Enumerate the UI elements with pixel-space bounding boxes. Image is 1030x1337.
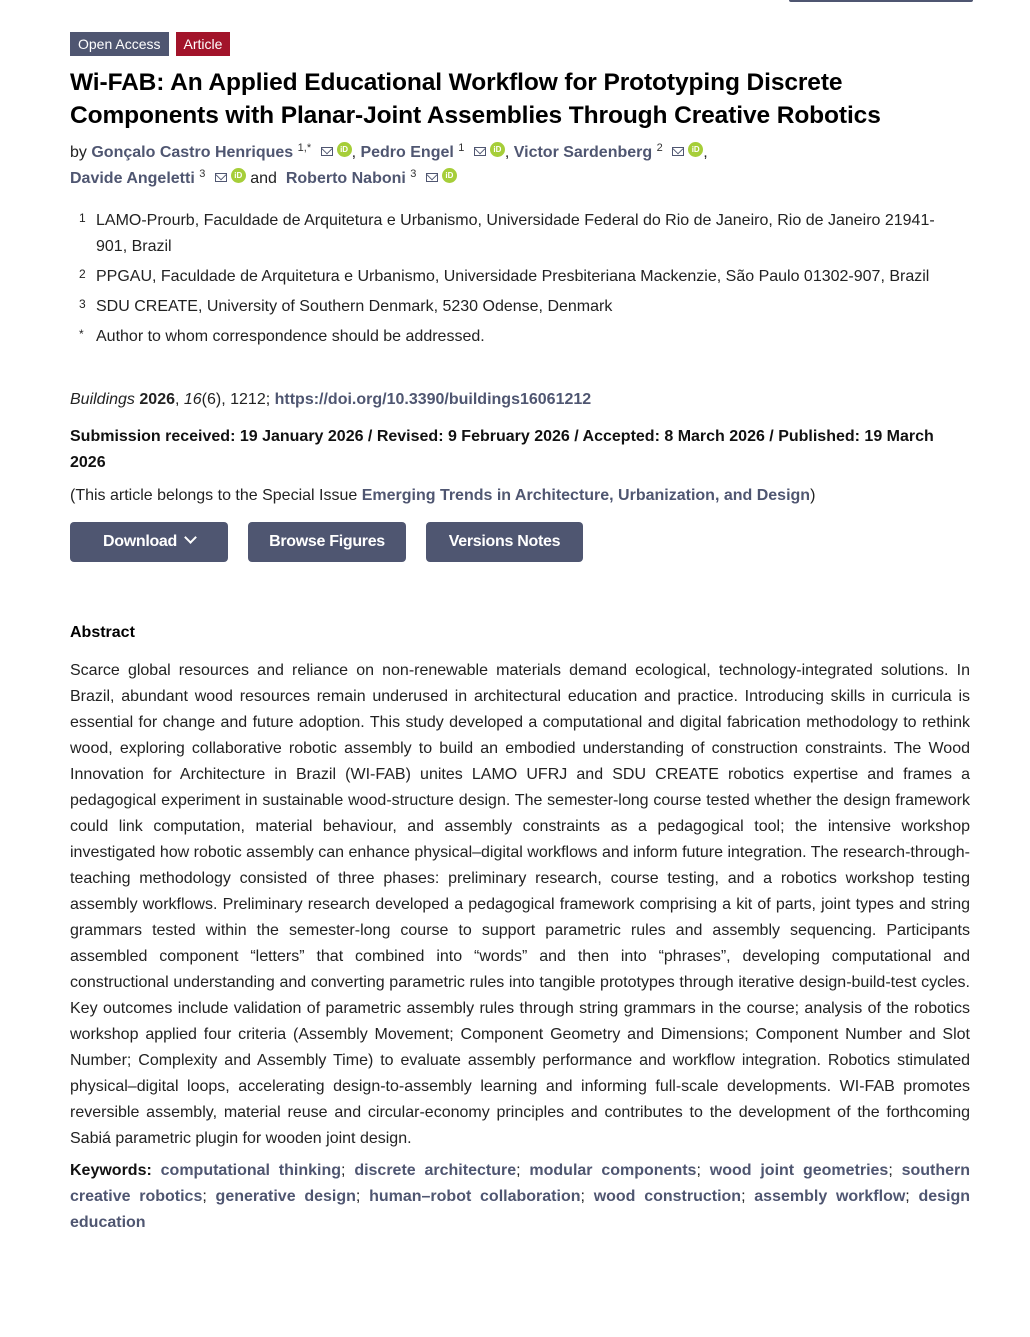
affiliation-text: LAMO-Prourb, Faculdade de Arquitetura e Urbanismo, Universidade Federal do Rio de Janeiro, Rio de Janeiro 21941-901, Brazil: [96, 212, 935, 255]
author-affiliation-sup: 1: [458, 142, 465, 154]
author-link[interactable]: Davide Angeletti: [70, 170, 195, 187]
article-title: Wi-FAB: An Applied Educational Workflow for Prototyping Discrete Components with Planar-Joint Assemblies Through Creative Robotics: [70, 69, 881, 129]
affiliation-number: 2: [79, 267, 86, 281]
keywords: Keywords: computational thinking; discrete architecture; modular components; wood joint geometries; southern creative robotics; generative design; human–robot collaboration; wood construction; assembly workflow; design education: [70, 1162, 971, 1231]
versions-notes-button[interactable]: Versions Notes: [426, 522, 583, 562]
author-link[interactable]: Pedro Engel: [360, 144, 454, 161]
keyword-link[interactable]: generative design: [215, 1188, 356, 1205]
article-header: [70, 32, 970, 1236]
citation-issue-pages: (6), 1212;: [201, 391, 275, 408]
affiliation-item: [70, 294, 970, 320]
journal-name: Buildings: [70, 391, 135, 408]
author-item: [286, 170, 457, 187]
keyword-link[interactable]: design education: [70, 1188, 971, 1231]
keyword-link[interactable]: southern creative robotics: [70, 1162, 971, 1205]
author-link[interactable]: Gonçalo Castro Henriques: [91, 144, 294, 161]
by-label: by: [70, 144, 87, 161]
orcid-icon[interactable]: iD: [442, 168, 457, 183]
special-issue-note: [70, 484, 970, 508]
affiliation-text: Author to whom correspondence should be addressed.: [96, 328, 485, 345]
author-separator: ,: [504, 144, 514, 161]
action-buttons: [70, 522, 970, 562]
author-separator: ,: [351, 144, 361, 161]
keyword-link[interactable]: computational thinking: [160, 1162, 342, 1179]
affiliation-item: [70, 324, 970, 350]
email-icon[interactable]: [321, 147, 333, 156]
affiliation-item: [70, 208, 970, 260]
open-access-badge[interactable]: Open Access: [70, 32, 169, 56]
author-separator: ,: [703, 144, 708, 161]
special-issue-prefix: (This article belongs to the Special Issue: [70, 487, 362, 504]
author-item: [91, 144, 360, 161]
email-icon[interactable]: [215, 173, 227, 182]
doi-link[interactable]: https://doi.org/10.3390/buildings16061212: [274, 391, 592, 408]
keyword-link[interactable]: wood joint geometries: [709, 1162, 889, 1179]
email-icon[interactable]: [426, 173, 438, 182]
special-issue-link[interactable]: Emerging Trends in Architecture, Urbanization, and Design: [361, 487, 811, 504]
author-affiliation-sup: 3: [199, 168, 206, 180]
author-link[interactable]: Victor Sardenberg: [513, 144, 653, 161]
email-icon[interactable]: [672, 147, 684, 156]
keyword-link[interactable]: assembly workflow: [754, 1188, 906, 1205]
affiliation-item: [70, 264, 970, 290]
article-type-badge: Article: [176, 32, 231, 56]
orcid-icon[interactable]: iD: [688, 142, 703, 157]
author-item: [514, 144, 708, 161]
author-list: [70, 140, 970, 192]
author-item: [70, 170, 286, 187]
affiliation-text: SDU CREATE, University of Southern Denmark, 5230 Odense, Denmark: [96, 298, 613, 315]
author-item: [360, 144, 513, 161]
abstract-text: Scarce global resources and reliance on non-renewable materials demand ecological, technology-integrated solutions. In Brazil, abundant wood resources remain underused in architectural education and practice. Introducing skills in curricula is essential for change and future adoption. This study developed a computational and digital fabrication methodology to rethink wood, exploring collaborative robotic assembly to build an embodied understanding of construction constraints. The Wood Innovation for Architecture in Brazil (WI-FAB) unites LAMO UFRJ and SDU CREATE robotics expertise and frames a pedagogical experiment in sustainable wood-structure design. The semester-long course tested whether the design framework could link computation, material behaviour, and assembly constraints as a pedagogical tool; the intensive workshop investigated how robotic assembly can enhance physical–digital workflows and inform future integration. The research-through-teaching methodology consisted of three phases: preliminary research, course testing, and a robotics workshop testing assembly workflows. Preliminary research developed a pedagogical framework comprising a kit of parts, joint types and string grammars tested within the semester-long course to support parametric rules and assembly sequencing. Participants assembled component “letters” that combined into “words” and then into “phrases”, developing computational and constructional understanding and converting parametric rules into tangible prototypes through iterative design-build-test cycles. Key outcomes include validation of parametric assembly rules through string grammars in the course; analysis of the robotics workshop applied four criteria (Assembly Movement; Component Geometry and Dimensions; Component Number and Slot Number; Complexity and Assembly Time) to evaluate assembly performance and workflow integration. Robotics stimulated physical–digital loops, accelerating design-to-assembly learning and informing full-scale developments. WI-FAB promotes reversible assembly, material reuse and circular-economy principles and contributes to the development of the forthcoming Sabiá parametric plugin for wooden joint design.: [70, 662, 970, 1147]
orcid-icon[interactable]: iD: [231, 168, 246, 183]
affiliation-text: PPGAU, Faculdade de Arquitetura e Urbanismo, Universidade Presbiteriana Mackenzie, São Paulo 01302-907, Brazil: [96, 268, 930, 285]
download-label: Download: [102, 533, 178, 550]
author-affiliation-sup: 1,*: [297, 142, 312, 154]
publication-dates: Submission received: 19 January 2026 / Revised: 9 February 2026 / Accepted: 8 March 2026 / Published: 19 March 2026: [70, 428, 934, 471]
author-link[interactable]: Roberto Naboni: [285, 170, 406, 187]
keyword-link[interactable]: wood construction: [593, 1188, 742, 1205]
download-button[interactable]: [70, 522, 228, 562]
badges: [70, 32, 970, 56]
author-affiliation-sup: 2: [656, 142, 663, 154]
author-affiliation-sup: 3: [410, 168, 417, 180]
author-separator: and: [245, 170, 282, 187]
chevron-down-icon: [184, 531, 197, 544]
affiliations: [70, 208, 970, 350]
citation-year: 2026: [139, 391, 175, 408]
orcid-icon[interactable]: iD: [337, 142, 352, 157]
top-scroll-indicator: [789, 0, 973, 2]
citation-line: Buildings 2026, 16(6), 1212; https://doi.org/10.3390/buildings16061212: [70, 391, 592, 408]
keyword-link[interactable]: discrete architecture: [354, 1162, 517, 1179]
email-icon[interactable]: [474, 147, 486, 156]
affiliation-number: 1: [79, 211, 86, 225]
affiliation-number: 3: [79, 297, 86, 311]
orcid-icon[interactable]: iD: [490, 142, 505, 157]
special-issue-suffix: ): [810, 487, 816, 504]
abstract-heading: Abstract: [70, 624, 135, 641]
affiliation-number: *: [79, 327, 84, 341]
browse-figures-button[interactable]: Browse Figures: [248, 522, 406, 562]
citation-volume: 16: [183, 391, 202, 408]
keyword-link[interactable]: human–robot collaboration: [369, 1188, 581, 1205]
keyword-link[interactable]: modular components: [529, 1162, 697, 1179]
keywords-label: Keywords:: [70, 1162, 152, 1179]
